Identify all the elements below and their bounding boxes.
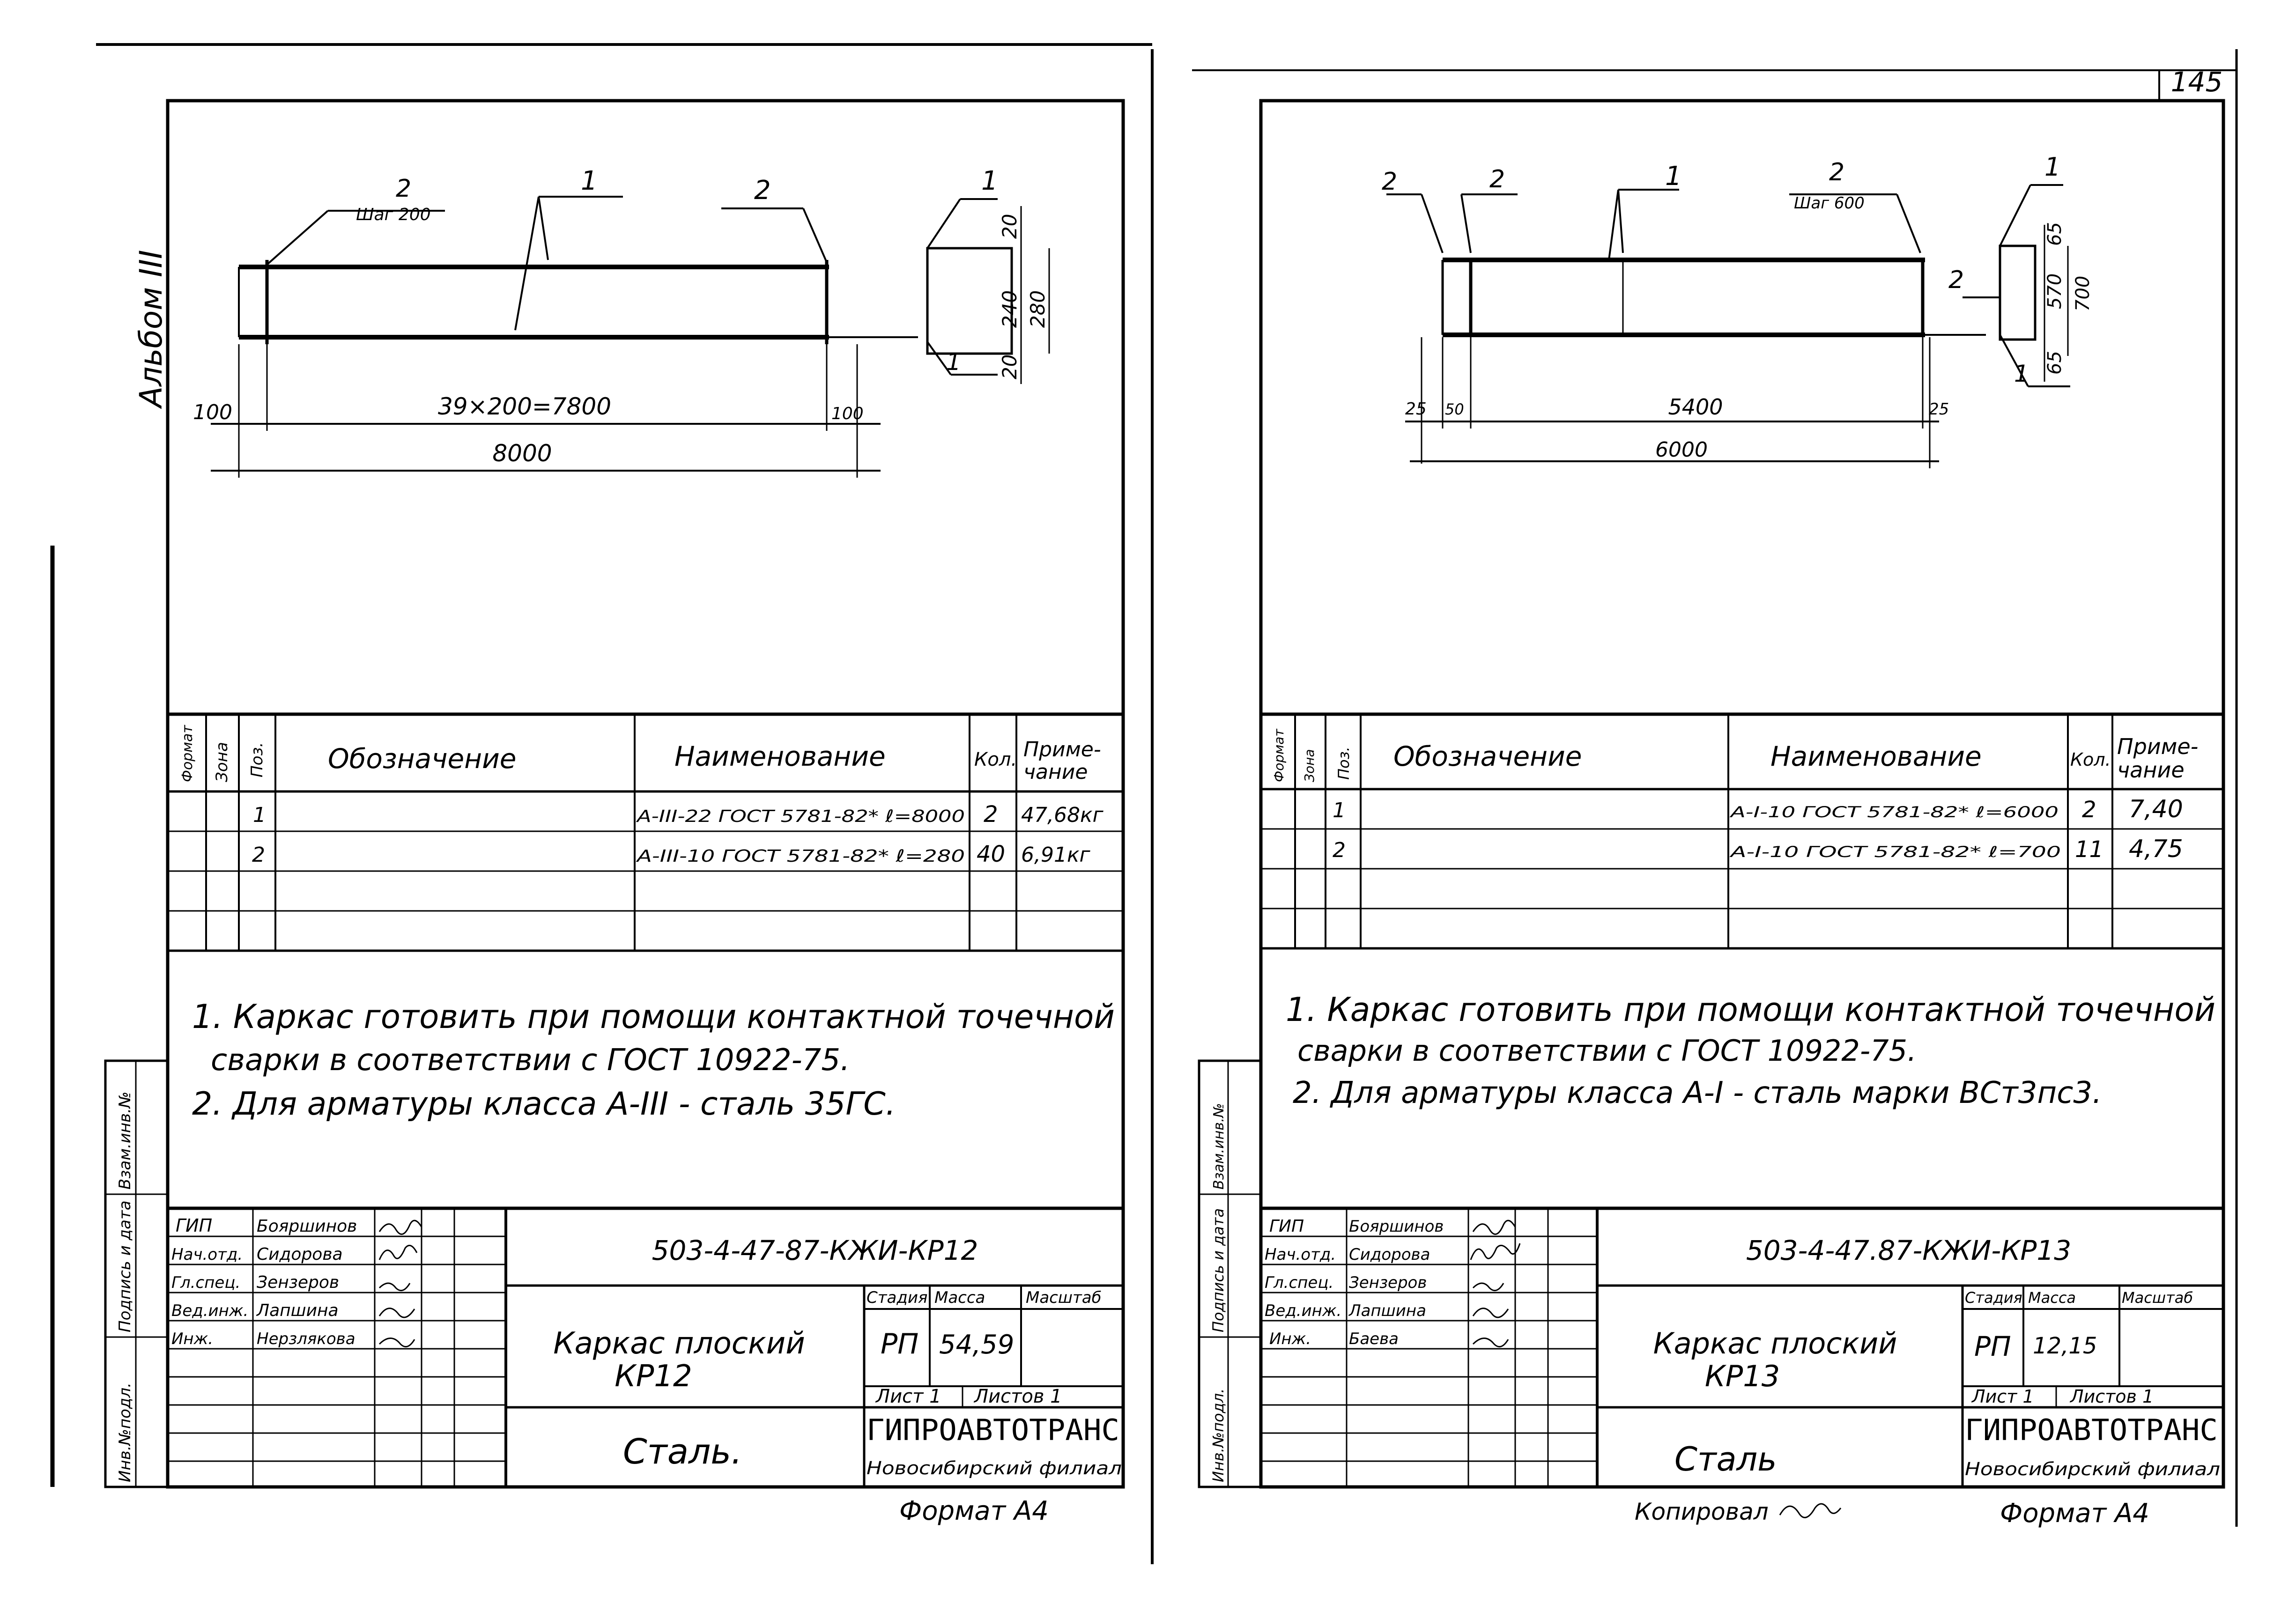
col-header-name: Наименование — [1770, 740, 1982, 772]
section-leader-top-label: 1 — [2044, 152, 2061, 182]
dim-left-a: 25 — [1405, 399, 1427, 419]
copier-signature — [1780, 1504, 1841, 1517]
drawing-title-line-2: КР12 — [615, 1359, 692, 1394]
org-branch: Новосибирский филиал — [867, 1458, 1122, 1478]
side-stamp-sign: Подпись и дата — [116, 1200, 134, 1332]
col-stage-label: Стадия — [1965, 1289, 2022, 1307]
col-header-note: Приме-чание — [1023, 738, 1101, 784]
org-name: ГИПРОАВТОТРАНС — [867, 1413, 1119, 1447]
col-header-format: Формат — [179, 725, 196, 782]
section-dim-top: 20 — [998, 214, 1021, 239]
dim-left-end: 100 — [193, 400, 232, 424]
side-stamp-grid — [105, 1061, 168, 1487]
staff-name-5: Нерзлякова — [257, 1330, 356, 1348]
drawing-title-line-1: Каркас плоский — [553, 1326, 805, 1361]
bar-leader-label: 2 — [396, 175, 412, 203]
dim-total: 6000 — [1655, 438, 1708, 462]
dim-mid: 5400 — [1668, 394, 1723, 420]
staff-role-3: Гл.спец. — [1265, 1273, 1334, 1292]
signatures — [379, 1220, 422, 1347]
copied-label: Копировал — [1635, 1498, 1769, 1525]
format-label: Формат А4 — [2000, 1498, 2149, 1529]
note-line-1: 1. Каркас готовить при помощи контактной точечной — [1286, 990, 2215, 1029]
note-line-3: 2. Для арматуры класса А-III - сталь 35ГС. — [192, 1086, 896, 1123]
note-line-2: сварки в соответствии с ГОСТ 10922-75. — [211, 1043, 850, 1078]
stirrup-spacing-label: Шаг 600 — [1794, 194, 1865, 213]
col-header-note: Приме-чание — [2117, 734, 2199, 783]
section-leader-mid-label: 2 — [1948, 266, 1964, 294]
staff-role-2: Нач.отд. — [171, 1245, 243, 1264]
col-header-pos: Поз. — [248, 742, 267, 777]
col-header-format: Формат — [1271, 729, 1287, 782]
doc-code: 503-4-47-87-КЖИ-КР12 — [652, 1234, 978, 1266]
section-leader-top-label: 1 — [981, 166, 998, 196]
stage-value: РП — [881, 1328, 919, 1360]
col-header-zone: Зона — [213, 742, 231, 782]
material-label: Сталь — [1674, 1440, 1777, 1478]
stage-value: РП — [1974, 1331, 2011, 1362]
spec-row-2-note: 6,91кг — [1021, 843, 1090, 867]
spec-row-2-pos: 2 — [1333, 838, 1346, 862]
spec-row-2-name: А-III-10 ГОСТ 5781-82* ℓ=280 — [636, 847, 965, 866]
spec-row-2-note: 4,75 — [2129, 835, 2183, 863]
side-stamp-inv: Инв.№подл. — [116, 1382, 134, 1482]
dim-right-end: 100 — [831, 404, 864, 423]
staff-name-4: Лапшина — [1349, 1301, 1426, 1320]
drawing-title-line-2: КР13 — [1704, 1359, 1780, 1393]
spec-row-2-name: А-I-10 ГОСТ 5781-82* ℓ=700 — [1729, 843, 2061, 861]
staff-role-2: Нач.отд. — [1265, 1245, 1336, 1264]
note-line-1: 1. Каркас готовить при помощи контактной точечной — [192, 998, 1115, 1036]
frame-leader-label: 1 — [1665, 161, 1682, 192]
spec-row-1-name: А-I-10 ГОСТ 5781-82* ℓ=6000 — [1729, 803, 2059, 821]
sheets-total: Листов 1 — [2070, 1386, 2154, 1407]
staff-name-4: Лапшина — [257, 1301, 339, 1320]
stirrup-leader-label: 2 — [1829, 158, 1845, 186]
mass-value: 12,15 — [2033, 1333, 2097, 1359]
side-stamp-grid — [1199, 1061, 1261, 1487]
org-name: ГИПРОАВТОТРАНС — [1965, 1413, 2218, 1447]
staff-name-3: Зензеров — [1349, 1273, 1427, 1292]
page-number: 145 — [2170, 66, 2223, 98]
note-line-3: 2. Для арматуры класса А-I - сталь марки ВСт3пс3. — [1293, 1076, 2102, 1110]
spec-row-2-pos: 2 — [252, 843, 265, 867]
staff-role-5: Инж. — [1269, 1330, 1311, 1348]
dim-left-b: 50 — [1445, 400, 1464, 418]
spec-row-1-note: 7,40 — [2129, 795, 2183, 823]
section-leader-bottom-label: 1 — [2014, 360, 2029, 387]
sheets-total: Листов 1 — [974, 1386, 1062, 1407]
staff-role-4: Вед.инж. — [1265, 1301, 1342, 1320]
spec-row-1-pos: 1 — [1333, 798, 1346, 822]
spec-row-1-qty: 2 — [984, 801, 998, 828]
col-header-pos: Поз. — [1335, 747, 1353, 780]
section-dim-top: 65 — [2044, 222, 2066, 246]
spec-row-1-qty: 2 — [2082, 797, 2096, 823]
frame-leader-label: 1 — [581, 166, 598, 196]
section-dim-bottom: 20 — [998, 354, 1021, 379]
sheet-right — [1199, 101, 2223, 1529]
doc-code: 503-4-47.87-КЖИ-КР13 — [1746, 1234, 2072, 1266]
format-label: Формат А4 — [899, 1496, 1049, 1526]
section-leader-bottom-label: 1 — [946, 348, 961, 376]
sheet-number: Лист 1 — [876, 1386, 941, 1407]
staff-name-1: Бояршинов — [1349, 1217, 1444, 1236]
col-header-name: Наименование — [674, 740, 886, 772]
spec-row-2-qty: 40 — [977, 841, 1006, 867]
mass-value: 54,59 — [939, 1330, 1015, 1360]
material-label: Сталь. — [623, 1432, 742, 1472]
stirrup-leader-label: 2 — [754, 175, 771, 206]
note-line-2: сварки в соответствии с ГОСТ 10922-75. — [1297, 1034, 1917, 1068]
staff-role-1: ГИП — [1269, 1217, 1304, 1236]
drawing-title-line-1: Каркас плоский — [1653, 1326, 1897, 1360]
staff-name-3: Зензеров — [257, 1273, 340, 1292]
col-header-qty: Кол. — [2070, 749, 2111, 770]
staff-role-1: ГИП — [176, 1215, 213, 1236]
section-dim-total: 280 — [1026, 290, 1049, 328]
col-mass-label: Масса — [934, 1288, 985, 1307]
dim-spacing: 39×200=7800 — [437, 393, 612, 420]
spec-row-1-name: А-III-22 ГОСТ 5781-82* ℓ=8000 — [636, 807, 965, 826]
col-header-designation: Обозначение — [328, 743, 517, 775]
col-scale-label: Масштаб — [2122, 1289, 2193, 1307]
dim-total: 8000 — [492, 440, 552, 467]
stirrup-spacing-label: Шаг 200 — [356, 205, 431, 224]
album-label: Альбом III — [133, 250, 169, 407]
sheet-left — [105, 101, 1123, 1526]
section-dim-bottom: 65 — [2044, 351, 2066, 375]
side-stamp-swap: Взам.инв.№ — [116, 1091, 134, 1190]
staff-role-3: Гл.спец. — [171, 1273, 241, 1292]
side-stamp-sign: Подпись и дата — [1209, 1208, 1227, 1332]
org-branch: Новосибирский филиал — [1965, 1459, 2220, 1479]
staff-name-2: Сидорова — [1349, 1245, 1430, 1264]
col-header-qty: Кол. — [974, 749, 1017, 770]
staff-name-5: Баева — [1349, 1330, 1399, 1348]
side-stamp-swap: Взам.инв.№ — [1211, 1103, 1227, 1190]
section-dim-total: 700 — [2072, 275, 2094, 311]
spec-row-1-note: 47,68кг — [1021, 803, 1104, 827]
staff-name-2: Сидорова — [257, 1245, 343, 1264]
section-dim-mid: 570 — [2044, 273, 2066, 309]
section-dim-mid: 240 — [998, 290, 1021, 328]
staff-name-1: Бояршинов — [257, 1217, 357, 1236]
side-stamp-inv: Инв.№подл. — [1209, 1388, 1227, 1482]
spec-row-1-pos: 1 — [253, 803, 266, 827]
frame-elevation — [1386, 190, 1986, 468]
leader-a-label: 2 — [1382, 168, 1398, 196]
staff-role-4: Вед.инж. — [171, 1301, 249, 1320]
signatures — [1471, 1220, 1520, 1347]
frame-elevation — [211, 197, 918, 478]
col-header-zone: Зона — [1302, 749, 1317, 782]
col-mass-label: Масса — [2028, 1289, 2076, 1307]
leader-b-label: 2 — [1489, 165, 1505, 193]
col-header-designation: Обозначение — [1393, 740, 1582, 772]
col-stage-label: Стадия — [867, 1288, 928, 1307]
spec-row-2-qty: 11 — [2075, 836, 2104, 863]
sheet-number: Лист 1 — [1972, 1386, 2034, 1407]
staff-role-5: Инж. — [171, 1330, 214, 1348]
dim-right: 25 — [1929, 400, 1949, 419]
col-scale-label: Масштаб — [1026, 1288, 1102, 1307]
